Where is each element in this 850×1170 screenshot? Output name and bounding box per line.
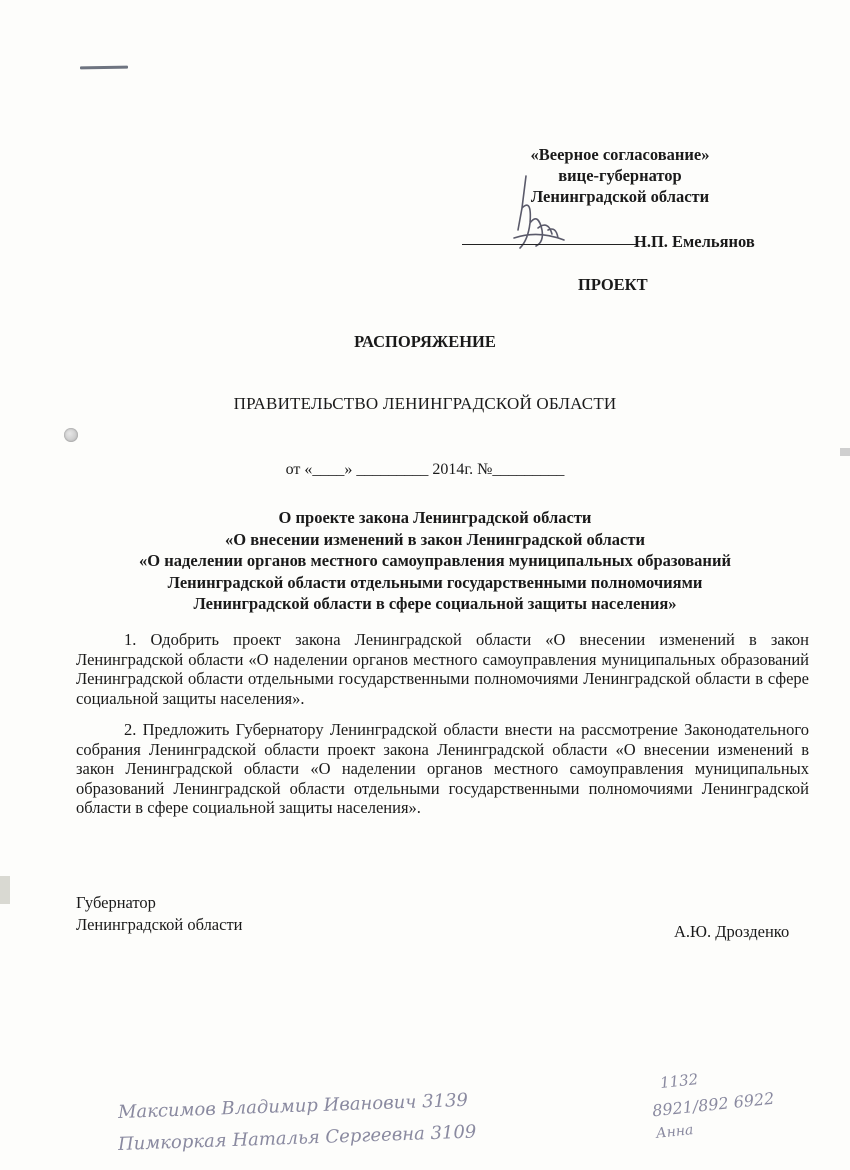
governor-title-line: Губернатор bbox=[76, 893, 156, 912]
approval-line: «Веерное согласование» bbox=[530, 145, 710, 164]
document-subject bbox=[60, 507, 810, 615]
issuer-name: ПРАВИТЕЛЬСТВО ЛЕНИНГРАДСКОЙ ОБЛАСТИ bbox=[233, 394, 617, 413]
subject-line: О проекте закона Ленинградской области bbox=[278, 508, 592, 527]
handwritten-note: 1132 bbox=[659, 1070, 700, 1092]
governor-title-line: Ленинградской области bbox=[76, 915, 243, 934]
subject-line: Ленинградской области в сфере социальной защиты населения» bbox=[193, 594, 677, 613]
approval-region: Ленинградской области bbox=[530, 187, 710, 206]
scan-edge-artifact bbox=[840, 448, 850, 456]
subject-line: «О внесении изменений в закон Ленинградской области bbox=[225, 529, 645, 549]
subject-line: Ленинградской области отдельными государственными полномочиями bbox=[167, 572, 703, 592]
date-number-line: от «____» _________ 2014г. №_________ bbox=[285, 461, 565, 478]
governor-title bbox=[76, 892, 243, 936]
governor-name: А.Ю. Дрозденко bbox=[674, 922, 790, 941]
paragraph-1: 1. Одобрить проект закона Ленинградской области «О внесении изменений в закон Ленинградской области «О наделении органов местного самоуправления муниципальных образований Ленинградской области отдельными государственными полномочиями Ленинградской области в сфере социальной защиты населения». bbox=[76, 630, 809, 708]
scan-mark bbox=[80, 66, 128, 70]
signature-line bbox=[462, 230, 637, 245]
approval-position: вице-губернатор bbox=[558, 166, 682, 185]
handwritten-note: Пимкоркая Наталья Сергеевна 3109 bbox=[117, 1121, 477, 1155]
handwritten-note: Максимов Владимир Иванович 3139 bbox=[117, 1089, 469, 1123]
scan-edge-artifact bbox=[0, 876, 10, 904]
punch-hole bbox=[64, 428, 78, 442]
handwritten-note: Анна bbox=[655, 1122, 695, 1142]
document-type: РАСПОРЯЖЕНИЕ bbox=[354, 332, 496, 351]
handwritten-note: 8921/892 6922 bbox=[651, 1088, 776, 1121]
subject-line: «О наделении органов местного самоуправления муниципальных образований bbox=[139, 551, 731, 570]
paragraph-2: 2. Предложить Губернатору Ленинградской области внести на рассмотрение Законодательного собрания Ленинградской области проект закона Ленинградской области «О внесении изменений в закон Ленинградской области «О наделении органов местного самоуправления муниципальных образований Ленинградской области отдельными государственными полномочиями Ленинградской области в сфере социальной защиты населения». bbox=[76, 720, 809, 817]
approver-name: Н.П. Емельянов bbox=[634, 232, 755, 251]
project-stamp: ПРОЕКТ bbox=[578, 275, 648, 294]
